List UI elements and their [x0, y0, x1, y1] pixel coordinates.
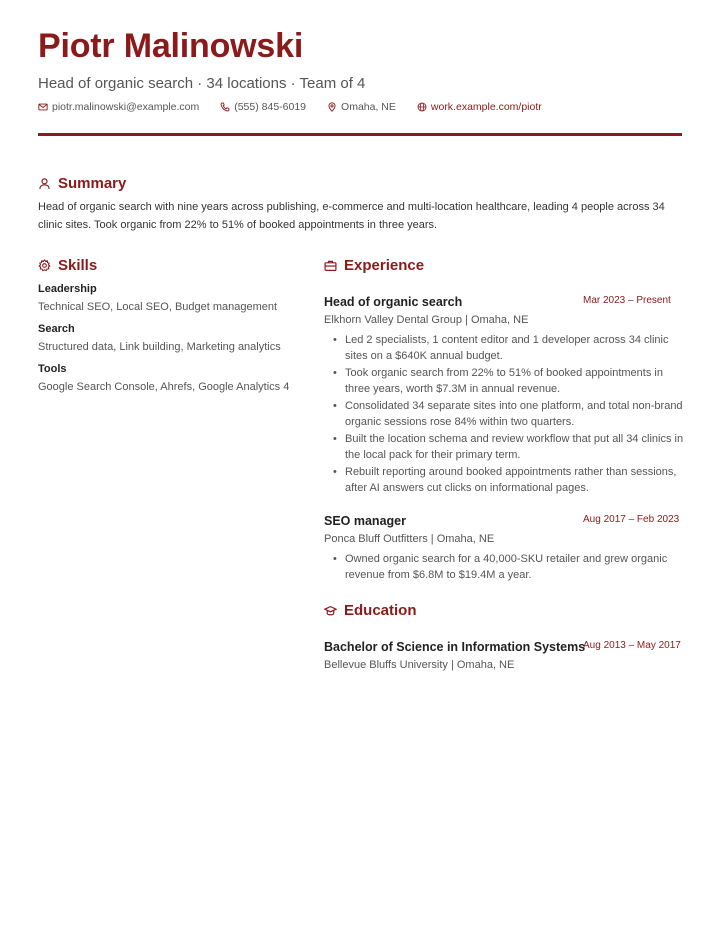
experience-heading [324, 257, 424, 274]
list-item: • Owned organic search for a 40,000-SKU retailer and grew organic revenue from $6.8M to $19.4M a year. [324, 552, 684, 583]
job-dates: Mar 2023 – Present [583, 295, 671, 306]
job-dates: Aug 2017 – Feb 2023 [583, 514, 680, 525]
education-dates: Aug 2013 – May 2017 [583, 640, 681, 651]
phone-icon [220, 102, 230, 112]
contact-email[interactable] [38, 101, 199, 113]
job-title: Head of organic search [324, 295, 463, 309]
skill-category: Leadership [38, 283, 97, 295]
list-item: • Built the location schema and review workflow that put all 34 clinics in the local pack for their primary term. [324, 432, 684, 463]
list-item: • Led 2 specialists, 1 content editor and 1 developer across 34 clinic sites on a $640K annual budget. [324, 333, 684, 364]
job-organization: Elkhorn Valley Dental Group | Omaha, NE [324, 314, 529, 326]
school-name: Bellevue Bluffs University | Omaha, NE [324, 659, 515, 671]
phone-text: (555) 845-6019 [234, 101, 307, 113]
job-organization: Ponca Bluff Outfitters | Omaha, NE [324, 533, 495, 545]
summary-heading [38, 175, 126, 192]
mail-icon [38, 102, 48, 112]
location-text: Omaha, NE [341, 101, 396, 113]
summary-title: Summary [58, 175, 127, 192]
skill-list: Structured data, Link building, Marketing analytics [38, 341, 281, 353]
education-heading [324, 602, 417, 619]
contact-phone[interactable] [220, 101, 306, 113]
skills-title: Skills [58, 257, 98, 274]
website-link[interactable]: work.example.com/piotr [430, 101, 542, 113]
job-title: SEO manager [324, 514, 406, 528]
gear-icon [38, 259, 51, 272]
list-item: • Took organic search from 22% to 51% of booked appointments in three years, worth $7.3M in annual revenue. [324, 366, 684, 397]
skill-category: Search [38, 323, 75, 335]
list-item: • Consolidated 34 separate sites into one platform, and total non-brand organic sessions rose 84% within two quarters. [324, 399, 684, 430]
summary-text: Head of organic search with nine years across publishing, e-commerce and multi-location healthcare, leading 4 people across 34 clinic sites. Took organic from 22% to 51% of booked appointments in three years. [38, 201, 665, 231]
job-bullets [324, 552, 684, 585]
briefcase-icon [324, 259, 337, 272]
user-icon [38, 177, 51, 190]
email-text: piotr.malinowski@example.com [52, 101, 200, 113]
skills-heading [38, 257, 97, 274]
education-title: Education [344, 602, 417, 619]
degree-title: Bachelor of Science in Information Systems [324, 640, 586, 654]
skill-list: Google Search Console, Ahrefs, Google Analytics 4 [38, 381, 290, 393]
skill-group-tools [38, 363, 308, 393]
candidate-name: Piotr Malinowski [38, 27, 304, 65]
skill-list: Technical SEO, Local SEO, Budget management [38, 301, 278, 313]
skill-category: Tools [38, 363, 67, 375]
job-bullets [324, 333, 684, 498]
headline: Head of organic search · 34 locations · Team of 4 [38, 75, 366, 92]
experience-title: Experience [344, 257, 425, 274]
skill-group-leadership [38, 283, 308, 313]
skill-group-search [38, 323, 308, 353]
list-item: • Rebuilt reporting around booked appointments rather than sessions, after AI answers cut clicks on informational pages. [324, 465, 684, 496]
graduation-cap-icon [324, 604, 337, 617]
right-column [324, 0, 682, 932]
